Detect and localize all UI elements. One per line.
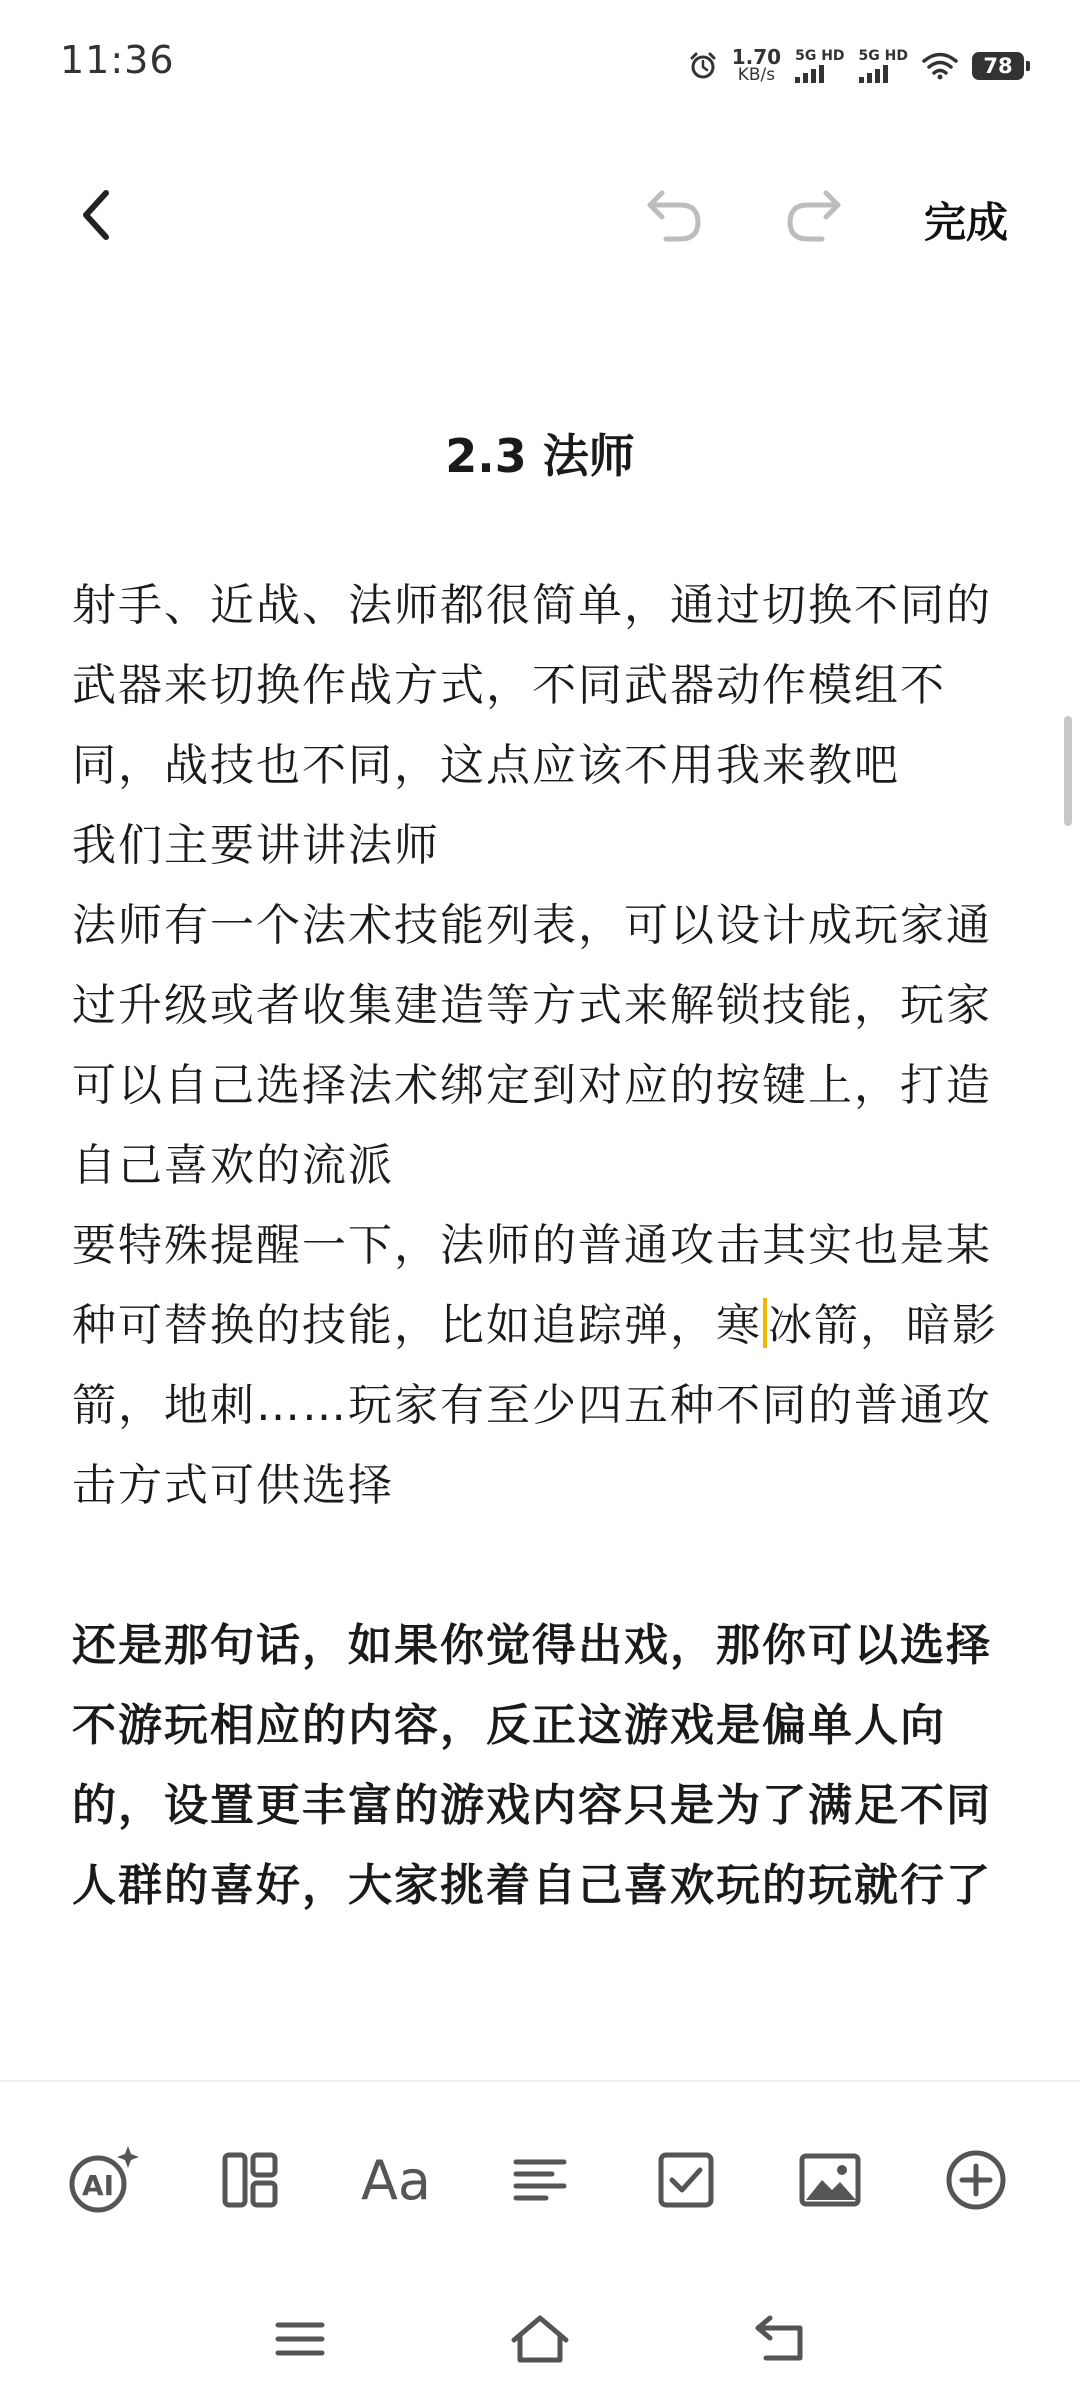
scrollbar-thumb[interactable] [1064, 716, 1072, 826]
home-icon [510, 2314, 570, 2364]
home-button[interactable] [500, 2304, 580, 2374]
image-icon [798, 2150, 862, 2210]
undo-icon [642, 185, 706, 245]
signal-icon [795, 65, 824, 83]
insert-image-button[interactable] [790, 2140, 870, 2220]
done-button[interactable]: 完成 [923, 198, 1008, 247]
layout-icon [220, 2150, 280, 2210]
layout-button[interactable] [210, 2140, 290, 2220]
text-caret [763, 1298, 767, 1348]
status-time: 11:36 [60, 38, 175, 82]
ai-assistant-button[interactable] [62, 2140, 142, 2220]
wifi-icon [922, 52, 958, 80]
status-icons [688, 44, 1024, 88]
redo-button[interactable] [774, 180, 854, 250]
system-back-button[interactable] [740, 2304, 820, 2374]
back-button[interactable] [56, 180, 136, 250]
document-title[interactable]: 2.3 法师 [445, 429, 635, 483]
document-body[interactable] [72, 566, 1022, 1926]
font-style-button[interactable] [356, 2140, 436, 2220]
blank-line [72, 1526, 1022, 1606]
font-style-icon: Aa [360, 2148, 432, 2212]
undo-button[interactable] [634, 180, 714, 250]
add-icon [944, 2148, 1008, 2212]
alarm-icon [688, 51, 718, 81]
paragraph-segment: 要特殊提醒一下，法师的普通攻击其实也是某种可替换的技能，比如追踪弹，寒 [72, 1220, 992, 1351]
align-button[interactable] [500, 2140, 580, 2220]
format-toolbar [0, 2120, 1080, 2240]
network-speed: 1.70 KB/s [731, 45, 782, 85]
ai-assistant-icon [62, 2140, 142, 2220]
battery-icon: 78 [972, 52, 1024, 80]
editor-toolbar [0, 160, 1080, 270]
paragraph: 法师有一个法术技能列表，可以设计成玩家通过升级或者收集建造等方式来解锁技能，玩家可以自己选择法术绑定到对应的按键上，打造自己喜欢的流派 [72, 900, 992, 1191]
recent-apps-button[interactable] [260, 2304, 340, 2374]
paragraph-segment: 冰箭，暗影箭，地刺……玩家有至少四五种不同的普通攻击方式可供选择 [72, 1300, 998, 1511]
back-nav-icon [752, 2314, 808, 2364]
divider [0, 2080, 1080, 2082]
paragraph: 我们主要讲讲法师 [72, 820, 440, 871]
checkbox-icon [656, 2150, 716, 2210]
menu-icon [275, 2319, 325, 2359]
bold-paragraph: 还是那句话，如果你觉得出戏，那你可以选择不游玩相应的内容，反正这游戏是偏单人向的，设置更丰富的游戏内容只是为了满足不同人群的喜好，大家挑着自己喜欢玩的玩就行了 [72, 1620, 992, 1911]
paragraph-with-caret [72, 1206, 1022, 1526]
align-icon [510, 2150, 570, 2210]
signal-icon [859, 65, 888, 83]
add-button[interactable] [936, 2140, 1016, 2220]
system-nav-bar [0, 2290, 1080, 2390]
checklist-button[interactable] [646, 2140, 726, 2220]
sim2-signal: 5G HD [859, 49, 908, 83]
chevron-left-icon [76, 185, 116, 245]
svg-text:AI: AI [81, 2169, 115, 2202]
sim1-signal: 5G HD [795, 49, 844, 83]
paragraph: 射手、近战、法师都很简单，通过切换不同的武器来切换作战方式，不同武器动作模组不同，战技也不同，这点应该不用我来教吧 [72, 580, 992, 791]
redo-icon [782, 185, 846, 245]
status-bar [0, 0, 1080, 130]
